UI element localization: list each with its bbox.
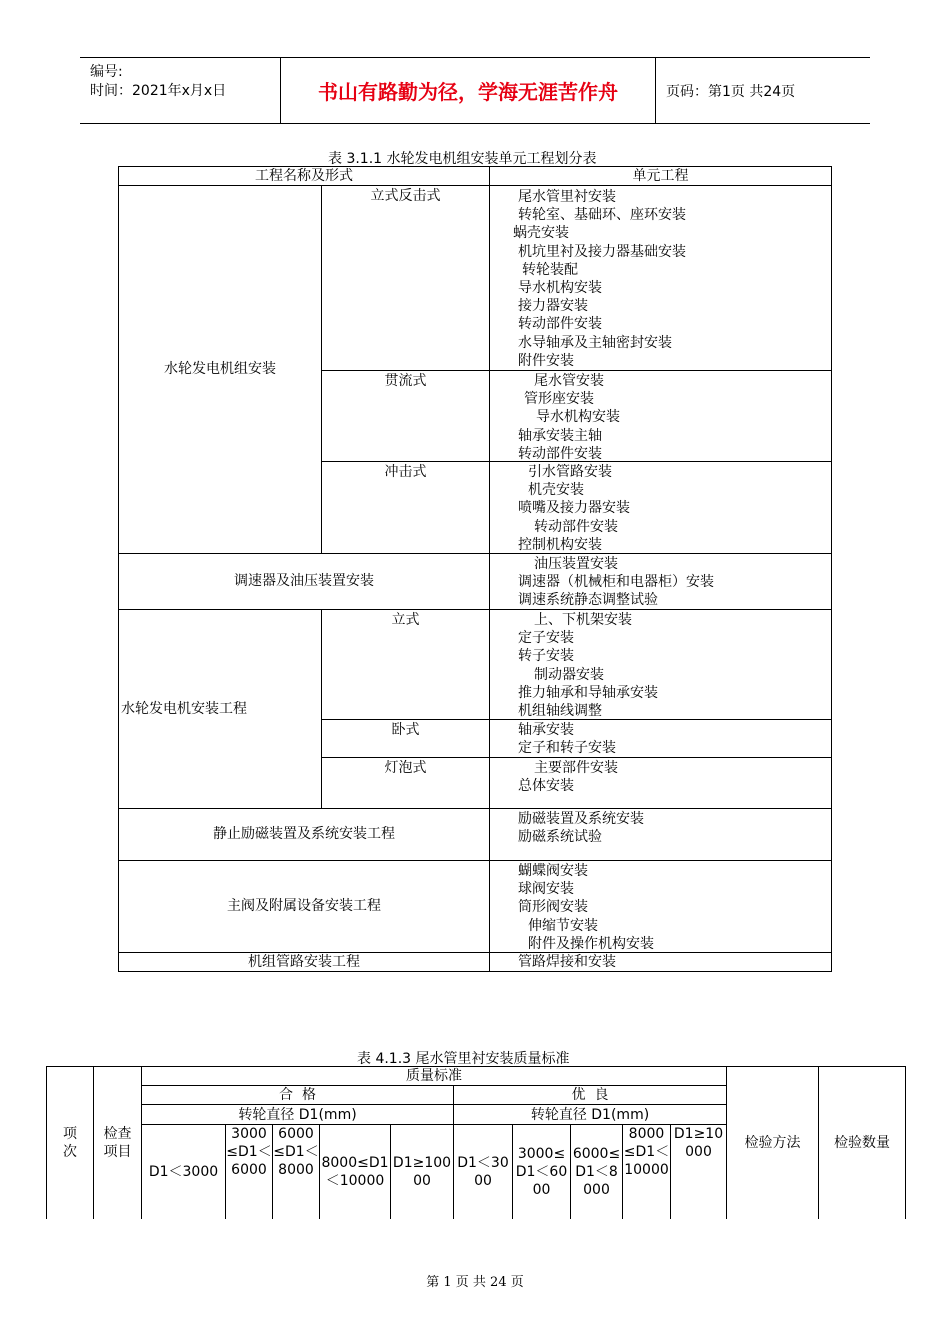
table2-caption: 表 4.1.3 尾水管里衬安装质量标准 bbox=[357, 1051, 570, 1067]
list-item: 励磁装置及系统安装 bbox=[518, 811, 644, 827]
page-header bbox=[80, 57, 870, 124]
list-item: 转轮装配 bbox=[522, 261, 578, 278]
list-item: 总体安装 bbox=[518, 778, 574, 795]
subtype-name: 立式 bbox=[391, 612, 420, 628]
unit-list-cell bbox=[489, 609, 832, 720]
list-item: 引水管路安装 bbox=[528, 464, 612, 480]
runner-diameter-header: 转轮直径 D1(mm) bbox=[142, 1105, 454, 1125]
unit-list-cell bbox=[489, 757, 832, 809]
list-item: 主要部件安装 bbox=[534, 760, 618, 776]
unit-list bbox=[490, 188, 831, 370]
excellent-header: 优 良 bbox=[454, 1086, 727, 1105]
group-name-cell bbox=[118, 952, 490, 972]
list-item: 筒形阀安装 bbox=[518, 899, 588, 916]
subtype-cell bbox=[321, 461, 490, 554]
list-item: 蝴蝶阀安装 bbox=[518, 863, 588, 879]
range-cell: 6000≤D1＜8000 bbox=[571, 1125, 623, 1219]
unit-list-cell bbox=[489, 553, 832, 610]
runner-diameter-header: 转轮直径 D1(mm) bbox=[454, 1105, 727, 1125]
list-item: 管路焊接和安装 bbox=[518, 954, 616, 970]
range-cell: D1＜3000 bbox=[454, 1125, 513, 1219]
table1-header-project-text: 工程名称及形式 bbox=[255, 167, 353, 184]
motto: 书山有路勤为径，学海无涯苦作舟 bbox=[281, 58, 656, 123]
list-item: 蜗壳安装 bbox=[513, 225, 569, 242]
range-cell: D1≥10000 bbox=[391, 1125, 454, 1219]
unit-list bbox=[490, 810, 831, 846]
group-name: 水轮发电机安装工程 bbox=[121, 700, 247, 717]
unit-list bbox=[490, 555, 831, 610]
table1-header-unit-text: 单元工程 bbox=[632, 167, 689, 184]
group-name-cell bbox=[118, 860, 490, 953]
list-item: 管形座安装 bbox=[524, 391, 594, 408]
range-cell: 8000≤D1＜10000 bbox=[320, 1125, 391, 1219]
range-cell: D1≥10000 bbox=[671, 1125, 727, 1219]
unit-list-cell bbox=[489, 719, 832, 758]
unit-list bbox=[490, 759, 831, 795]
list-item: 接力器安装 bbox=[518, 298, 588, 315]
list-item: 油压装置安装 bbox=[534, 556, 618, 572]
unit-list-cell bbox=[489, 808, 832, 861]
unit-list-cell bbox=[489, 461, 832, 554]
list-item: 导水机构安装 bbox=[536, 409, 620, 426]
subtype-cell bbox=[321, 185, 490, 371]
list-item: 喷嘴及接力器安装 bbox=[518, 500, 630, 517]
list-item: 导水机构安装 bbox=[518, 280, 602, 297]
list-item: 转子安装 bbox=[518, 648, 574, 665]
group-name: 调速器及油压装置安装 bbox=[234, 573, 374, 590]
unit-list bbox=[490, 611, 831, 720]
list-item: 尾水管里衬安装 bbox=[518, 189, 616, 205]
list-item: 附件安装 bbox=[518, 352, 574, 369]
list-item: 转动部件安装 bbox=[534, 518, 618, 535]
list-item: 制动器安装 bbox=[534, 666, 604, 683]
unit-list-cell bbox=[489, 952, 832, 972]
group-name-cell bbox=[118, 553, 490, 610]
group-name: 机组管路安装工程 bbox=[248, 953, 360, 970]
unit-list-cell bbox=[489, 185, 832, 371]
unit-list bbox=[490, 862, 831, 953]
group-name: 主阀及附属设备安装工程 bbox=[227, 898, 381, 915]
group-name: 水轮发电机组安装 bbox=[164, 361, 276, 378]
unit-list-cell bbox=[489, 860, 832, 953]
subtype-cell bbox=[321, 609, 490, 720]
subtype-name: 立式反击式 bbox=[370, 188, 441, 204]
quality-standard-header: 质量标准 bbox=[142, 1067, 727, 1086]
range-cell: 3000≤D1＜6000 bbox=[226, 1125, 273, 1219]
list-item: 调速器（机械柜和电器柜）安装 bbox=[518, 574, 714, 591]
subtype-cell bbox=[321, 757, 490, 809]
header-info bbox=[80, 58, 281, 123]
subtype-cell bbox=[321, 370, 490, 462]
range-cell: 6000≤D1＜8000 bbox=[273, 1125, 320, 1219]
group-name-cell bbox=[118, 185, 322, 554]
subtype-name: 灯泡式 bbox=[384, 760, 427, 776]
list-item: 轴承安装 bbox=[518, 722, 574, 738]
list-item: 调速系统静态调整试验 bbox=[518, 592, 658, 609]
range-cell: 8000≤D1＜10000 bbox=[623, 1125, 671, 1219]
list-item: 上、下机架安装 bbox=[534, 612, 632, 628]
item-no-header: 项次 bbox=[47, 1067, 94, 1219]
list-item: 机坑里衬及接力器基础安装 bbox=[518, 243, 686, 260]
list-item: 水导轴承及主轴密封安装 bbox=[518, 334, 672, 351]
quantity-header: 检验数量 bbox=[819, 1067, 906, 1219]
list-item: 定子和转子安装 bbox=[518, 740, 616, 757]
list-item: 转轮室、基础环、座环安装 bbox=[518, 207, 686, 224]
group-name-cell bbox=[118, 609, 322, 809]
unit-list bbox=[490, 463, 831, 554]
table1-header-project bbox=[118, 166, 490, 186]
list-item: 转动部件安装 bbox=[518, 316, 602, 333]
list-item: 球阀安装 bbox=[518, 881, 574, 898]
range-cell: D1＜3000 bbox=[142, 1125, 226, 1219]
list-item: 推力轴承和导轴承安装 bbox=[518, 684, 658, 701]
list-item: 尾水管安装 bbox=[534, 373, 604, 389]
qualified-header: 合 格 bbox=[142, 1086, 454, 1105]
list-item: 机组轴线调整 bbox=[518, 703, 602, 720]
time-label: 时间：2021年x月x日 bbox=[90, 83, 227, 99]
serial-label: 编号: bbox=[90, 64, 123, 80]
list-item: 机壳安装 bbox=[528, 482, 584, 499]
list-item: 转动部件安装 bbox=[518, 445, 602, 462]
unit-list bbox=[490, 372, 831, 463]
list-item: 伸缩节安装 bbox=[528, 917, 598, 934]
list-item: 定子安装 bbox=[518, 630, 574, 647]
unit-list bbox=[490, 953, 831, 971]
method-header: 检验方法 bbox=[727, 1067, 819, 1219]
range-cell: 3000≤D1＜6000 bbox=[513, 1125, 571, 1219]
subtype-name: 贯流式 bbox=[384, 373, 427, 389]
page-footer: 第 1 页 共 24 页 bbox=[426, 1275, 524, 1290]
group-name-cell bbox=[118, 808, 490, 861]
list-item: 控制机构安装 bbox=[518, 536, 602, 553]
subtype-cell bbox=[321, 719, 490, 758]
check-item-header: 检查项目 bbox=[94, 1067, 142, 1219]
subtype-name: 冲击式 bbox=[384, 464, 427, 480]
group-name: 静止励磁装置及系统安装工程 bbox=[213, 826, 395, 843]
unit-list-cell bbox=[489, 370, 832, 462]
table2 bbox=[46, 1066, 906, 1219]
page-number-label: 页码：第1页 共24页 bbox=[666, 83, 796, 100]
table1-caption: 表 3.1.1 水轮发电机组安装单元工程划分表 bbox=[328, 151, 597, 167]
unit-list bbox=[490, 721, 831, 757]
table1-header-unit bbox=[489, 166, 832, 186]
subtype-name: 卧式 bbox=[391, 722, 420, 738]
list-item: 励磁系统试验 bbox=[518, 829, 602, 846]
list-item: 附件及操作机构安装 bbox=[528, 935, 654, 952]
list-item: 轴承安装主轴 bbox=[518, 427, 602, 444]
